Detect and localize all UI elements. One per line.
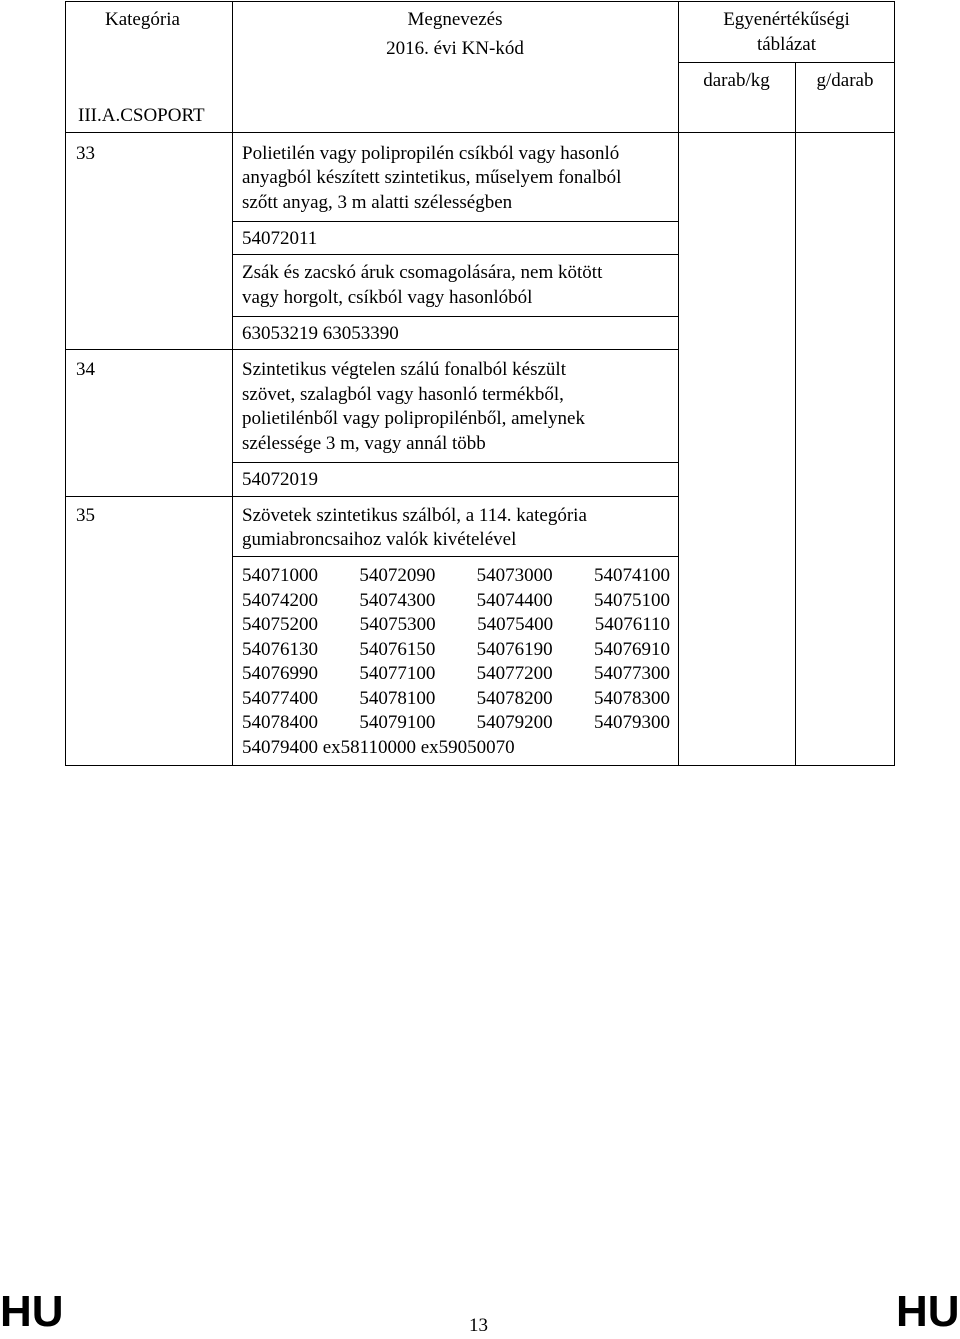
row-divider-33-desc [232,221,678,222]
row-divider-34-35 [65,496,678,497]
code: 54076150 [359,638,436,660]
group-label: III.A.CSOPORT [78,105,205,126]
row-divider-33-code [232,254,678,255]
column-divider-name [678,1,679,766]
row-divider-35-desc [232,556,678,557]
column-divider-units [795,62,796,766]
table-border-bottom [65,765,895,766]
code: 54075100 [593,589,670,611]
code: 54075300 [359,614,436,635]
code: 54074200 [242,589,318,611]
code-row [242,687,670,712]
category-35-desc-line2: gumiabroncsaihoz valók kivételével [242,529,517,550]
row-divider-equiv-header [678,62,895,63]
category-33-subdesc-line1: Zsák és zacskó áruk csomagolására, nem kötött [242,262,603,283]
row-divider-33-34 [65,349,678,350]
column-divider-category [232,1,233,766]
table-border-left [65,1,66,766]
code: 54079200 [476,712,553,733]
category-33-desc-line2: anyagból készített szintetikus, műselyem fonalból [242,167,622,188]
footer-language-mark-right: HU [896,1287,960,1336]
category-35-code-list [242,564,670,760]
code-row [242,711,670,736]
category-33-subcodes: 63053219 63053390 [242,323,399,344]
code-row [242,638,670,663]
code: 54075200 [242,614,318,635]
code: 54076190 [476,638,553,660]
code: 54078200 [476,687,553,709]
code: 54074300 [359,589,436,611]
category-34-desc-line3: polietilénből vagy polipropilénből, amelynek [242,408,585,429]
header-unit-g: g/darab [816,70,874,91]
code: 54074100 [593,565,670,586]
row-divider-header [65,132,895,133]
row-divider-34-desc [232,462,678,463]
code-last-line: 54079400 ex58110000 ex59050070 [242,736,515,758]
code: 54073000 [476,565,553,586]
code: 54071000 [242,565,318,586]
code: 54076990 [242,663,318,684]
table-border-right [894,1,895,766]
category-35-desc-line1: Szövetek szintetikus szálból, a 114. kategória [242,505,587,526]
category-34-desc-line2: szövet, szalagból vagy hasonló termékből, [242,384,564,405]
code-row [242,564,670,589]
page-number: 13 [469,1315,488,1336]
code: 54072090 [359,565,436,586]
header-category: Kategória [105,9,180,30]
code: 54077100 [359,663,436,684]
category-34-desc-line4: szélessége 3 m, vagy annál több [242,433,486,454]
code-row [242,589,670,614]
category-33-subdesc-line2: vagy horgolt, csíkból vagy hasonlóból [242,287,533,308]
code-row [242,613,670,638]
header-equiv-line2: táblázat [756,34,817,55]
footer-language-mark-left: HU [0,1287,64,1336]
code: 54076910 [593,638,670,660]
code: 54077400 [242,687,318,709]
code: 54079300 [593,712,670,733]
code-row [242,662,670,687]
category-number-34: 34 [76,359,95,380]
code: 54076110 [594,614,670,635]
category-number-35: 35 [76,505,95,526]
code: 54075400 [477,614,554,635]
category-33-desc-line1: Polietilén vagy polipropilén csíkból vagy hasonló [242,143,620,164]
table-border-top [65,1,895,2]
category-34-desc-line1: Szintetikus végtelen szálú fonalból készült [242,359,566,380]
header-unit-kg: darab/kg [703,70,770,91]
header-equiv-line1: Egyenértékűségi [723,9,850,30]
row-divider-33-subdesc [232,316,678,317]
code: 54074400 [476,589,553,611]
code: 54078100 [359,687,436,709]
header-name-line1: Megnevezés [407,9,503,30]
category-33-codes: 54072011 [242,228,318,249]
code: 54079100 [359,712,436,733]
category-33-desc-line3: szőtt anyag, 3 m alatti szélességben [242,192,513,213]
header-name-line2: 2016. évi KN-kód [386,38,524,59]
category-34-codes: 54072019 [242,469,318,490]
category-number-33: 33 [76,143,95,164]
code: 54077200 [476,663,553,684]
code: 54078300 [593,687,670,709]
code: 54076130 [242,638,318,660]
code: 54078400 [242,712,318,733]
code: 54077300 [593,663,670,684]
